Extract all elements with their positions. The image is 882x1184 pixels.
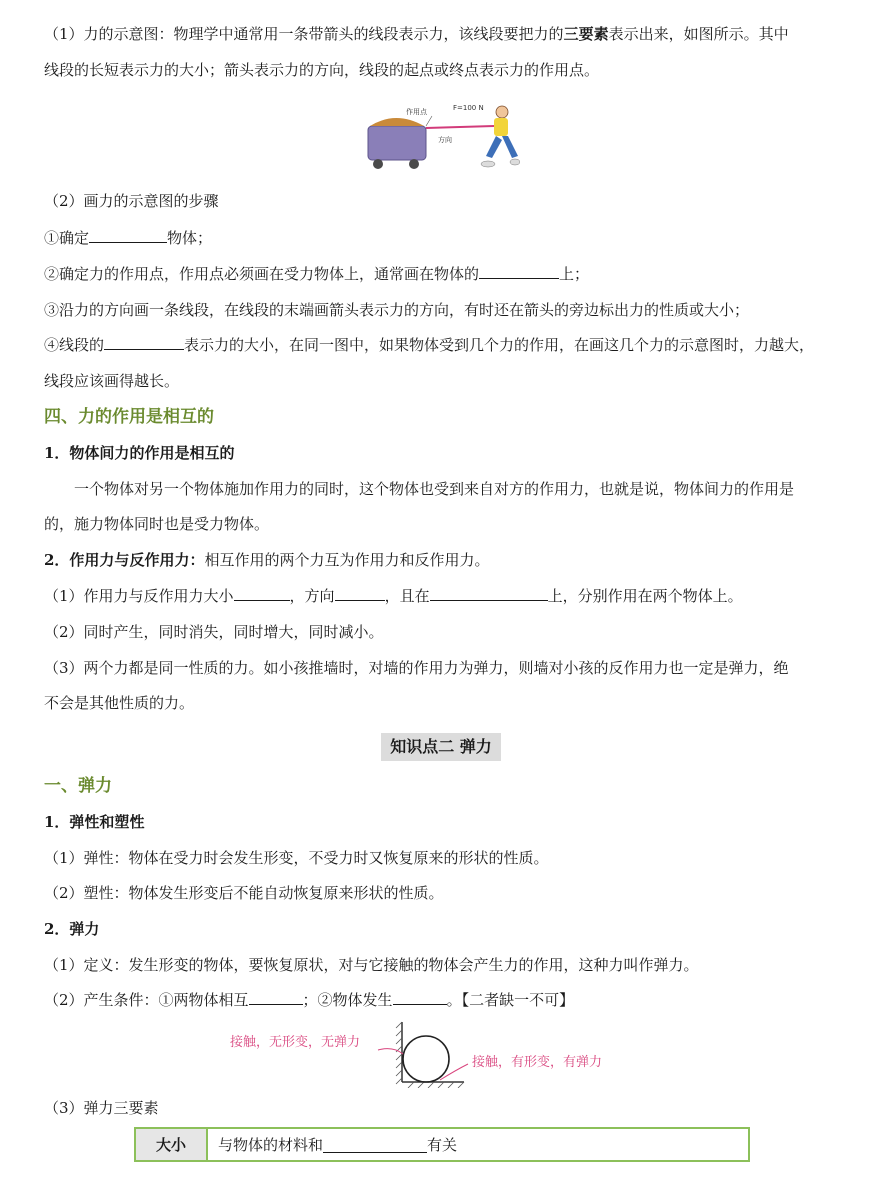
action-reaction-item-3: （3）两个力都是同一性质的力。如小孩推墙时，对墙的作用力为弹力，则墙对小孩的反作用力也一定是弹力，绝 [44, 659, 789, 677]
blank-field [234, 584, 290, 601]
wall-hatching [396, 1022, 464, 1088]
pointer-left [378, 1049, 403, 1054]
blank-field [335, 584, 385, 601]
elastic-force-conditions: （2）产生条件：①两物体相互 ；②物体发生 。【二者缺一不可】 [44, 988, 842, 1012]
blank-field [479, 262, 559, 279]
step-4-cont: 线段应该画得越长。 [44, 372, 180, 390]
step-4: ④线段的 表示力的大小，在同一图中，如果物体受到几个力的作用，在画这几个力的示意图时，力越大， [44, 333, 842, 357]
label-has-elastic-force: 接触，有形变，有弹力 [472, 1055, 603, 1070]
label-no-elastic-force: 接触，无形变，无弹力 [230, 1035, 361, 1050]
knowledge-point-banner: 知识点二 弹力 [381, 733, 501, 761]
cart-body [368, 126, 426, 160]
table-header-magnitude: 大小 [136, 1129, 208, 1160]
action-reaction-item-1: （1）作用力与反作用力大小 ，方向 ，且在 上，分别作用在两个物体上。 [44, 584, 842, 608]
blank-field [323, 1136, 427, 1153]
subheading-elastic-force: 2．弹力 [44, 920, 100, 938]
boy-leg-right [502, 136, 518, 158]
force-diagram-definition: （1）力的示意图：物理学中通常用一条带箭头的线段表示力，该线段要把力的三要素表示出来，如图所示。其中 [44, 25, 789, 43]
label-application-point: 作用点 [406, 108, 427, 116]
action-reaction-item-3-cont: 不会是其他性质的力。 [44, 694, 195, 712]
step-3: ③沿力的方向画一条线段，在线段的末端画箭头表示力的方向，有时还在箭头的旁边标出力的性质或大小； [44, 301, 750, 319]
label-force-value: F=100 N [453, 104, 484, 112]
ball-circle [403, 1036, 449, 1082]
force-arrow-line [426, 126, 494, 128]
boy-shirt [494, 118, 508, 136]
subheading-action-reaction: 2．作用力与反作用力：相互作用的两个力互为作用力和反作用力。 [44, 551, 490, 569]
force-diagram-definition-cont: 线段的长短表示力的大小；箭头表示力的方向，线段的起点或终点表示力的作用点。 [44, 61, 600, 79]
subheading-elasticity-plasticity: 1．弹性和塑性 [44, 813, 145, 831]
three-elements-heading: （3）弹力三要素 [44, 1099, 159, 1117]
mutual-paragraph-cont: 的，施力物体同时也是受力物体。 [44, 515, 270, 533]
elastic-force-definition: （1）定义：发生形变的物体，要恢复原状，对与它接触的物体会产生力的作用，这种力叫作弹力。 [44, 956, 699, 974]
section-heading-elastic-force: 一、弹力 [44, 776, 112, 796]
action-reaction-item-2: （2）同时产生，同时消失，同时增大，同时减小。 [44, 623, 384, 641]
blank-field [249, 988, 303, 1005]
section-heading-mutual-force: 四、力的作用是相互的 [44, 407, 214, 427]
blank-field [393, 988, 447, 1005]
table-cell-magnitude: 与物体的材料和 有关 [218, 1136, 458, 1154]
steps-heading: （2）画力的示意图的步骤 [44, 192, 219, 210]
blank-field [104, 333, 184, 350]
three-elements-emphasis: 三要素 [563, 25, 609, 43]
cart-load [370, 118, 424, 126]
elasticity-definition: （1）弹性：物体在受力时会发生形变，不受力时又恢复原来的形状的性质。 [44, 849, 549, 867]
force-diagram-figure [362, 98, 520, 176]
step-2: ②确定力的作用点，作用点必须画在受力物体上，通常画在物体的 上； [44, 262, 842, 286]
subheading-mutual: 1．物体间力的作用是相互的 [44, 444, 235, 462]
label-direction: 方向 [438, 136, 452, 144]
cart-wheel-left [373, 159, 383, 169]
blank-field [89, 226, 167, 243]
mutual-paragraph: 一个物体对另一个物体施加作用力的同时，这个物体也受到来自对方的作用力，也就是说，物体间力的作用是 [74, 480, 795, 498]
elastic-contact-figure [228, 1020, 638, 1088]
blank-field [430, 584, 548, 601]
elastic-elements-table [134, 1127, 750, 1162]
boy-head [496, 106, 508, 118]
boy-leg-left [486, 136, 502, 158]
step-1: ①确定 物体； [44, 226, 842, 250]
plasticity-definition: （2）塑性：物体发生形变后不能自动恢复原来形状的性质。 [44, 884, 444, 902]
cart-wheel-right [409, 159, 419, 169]
